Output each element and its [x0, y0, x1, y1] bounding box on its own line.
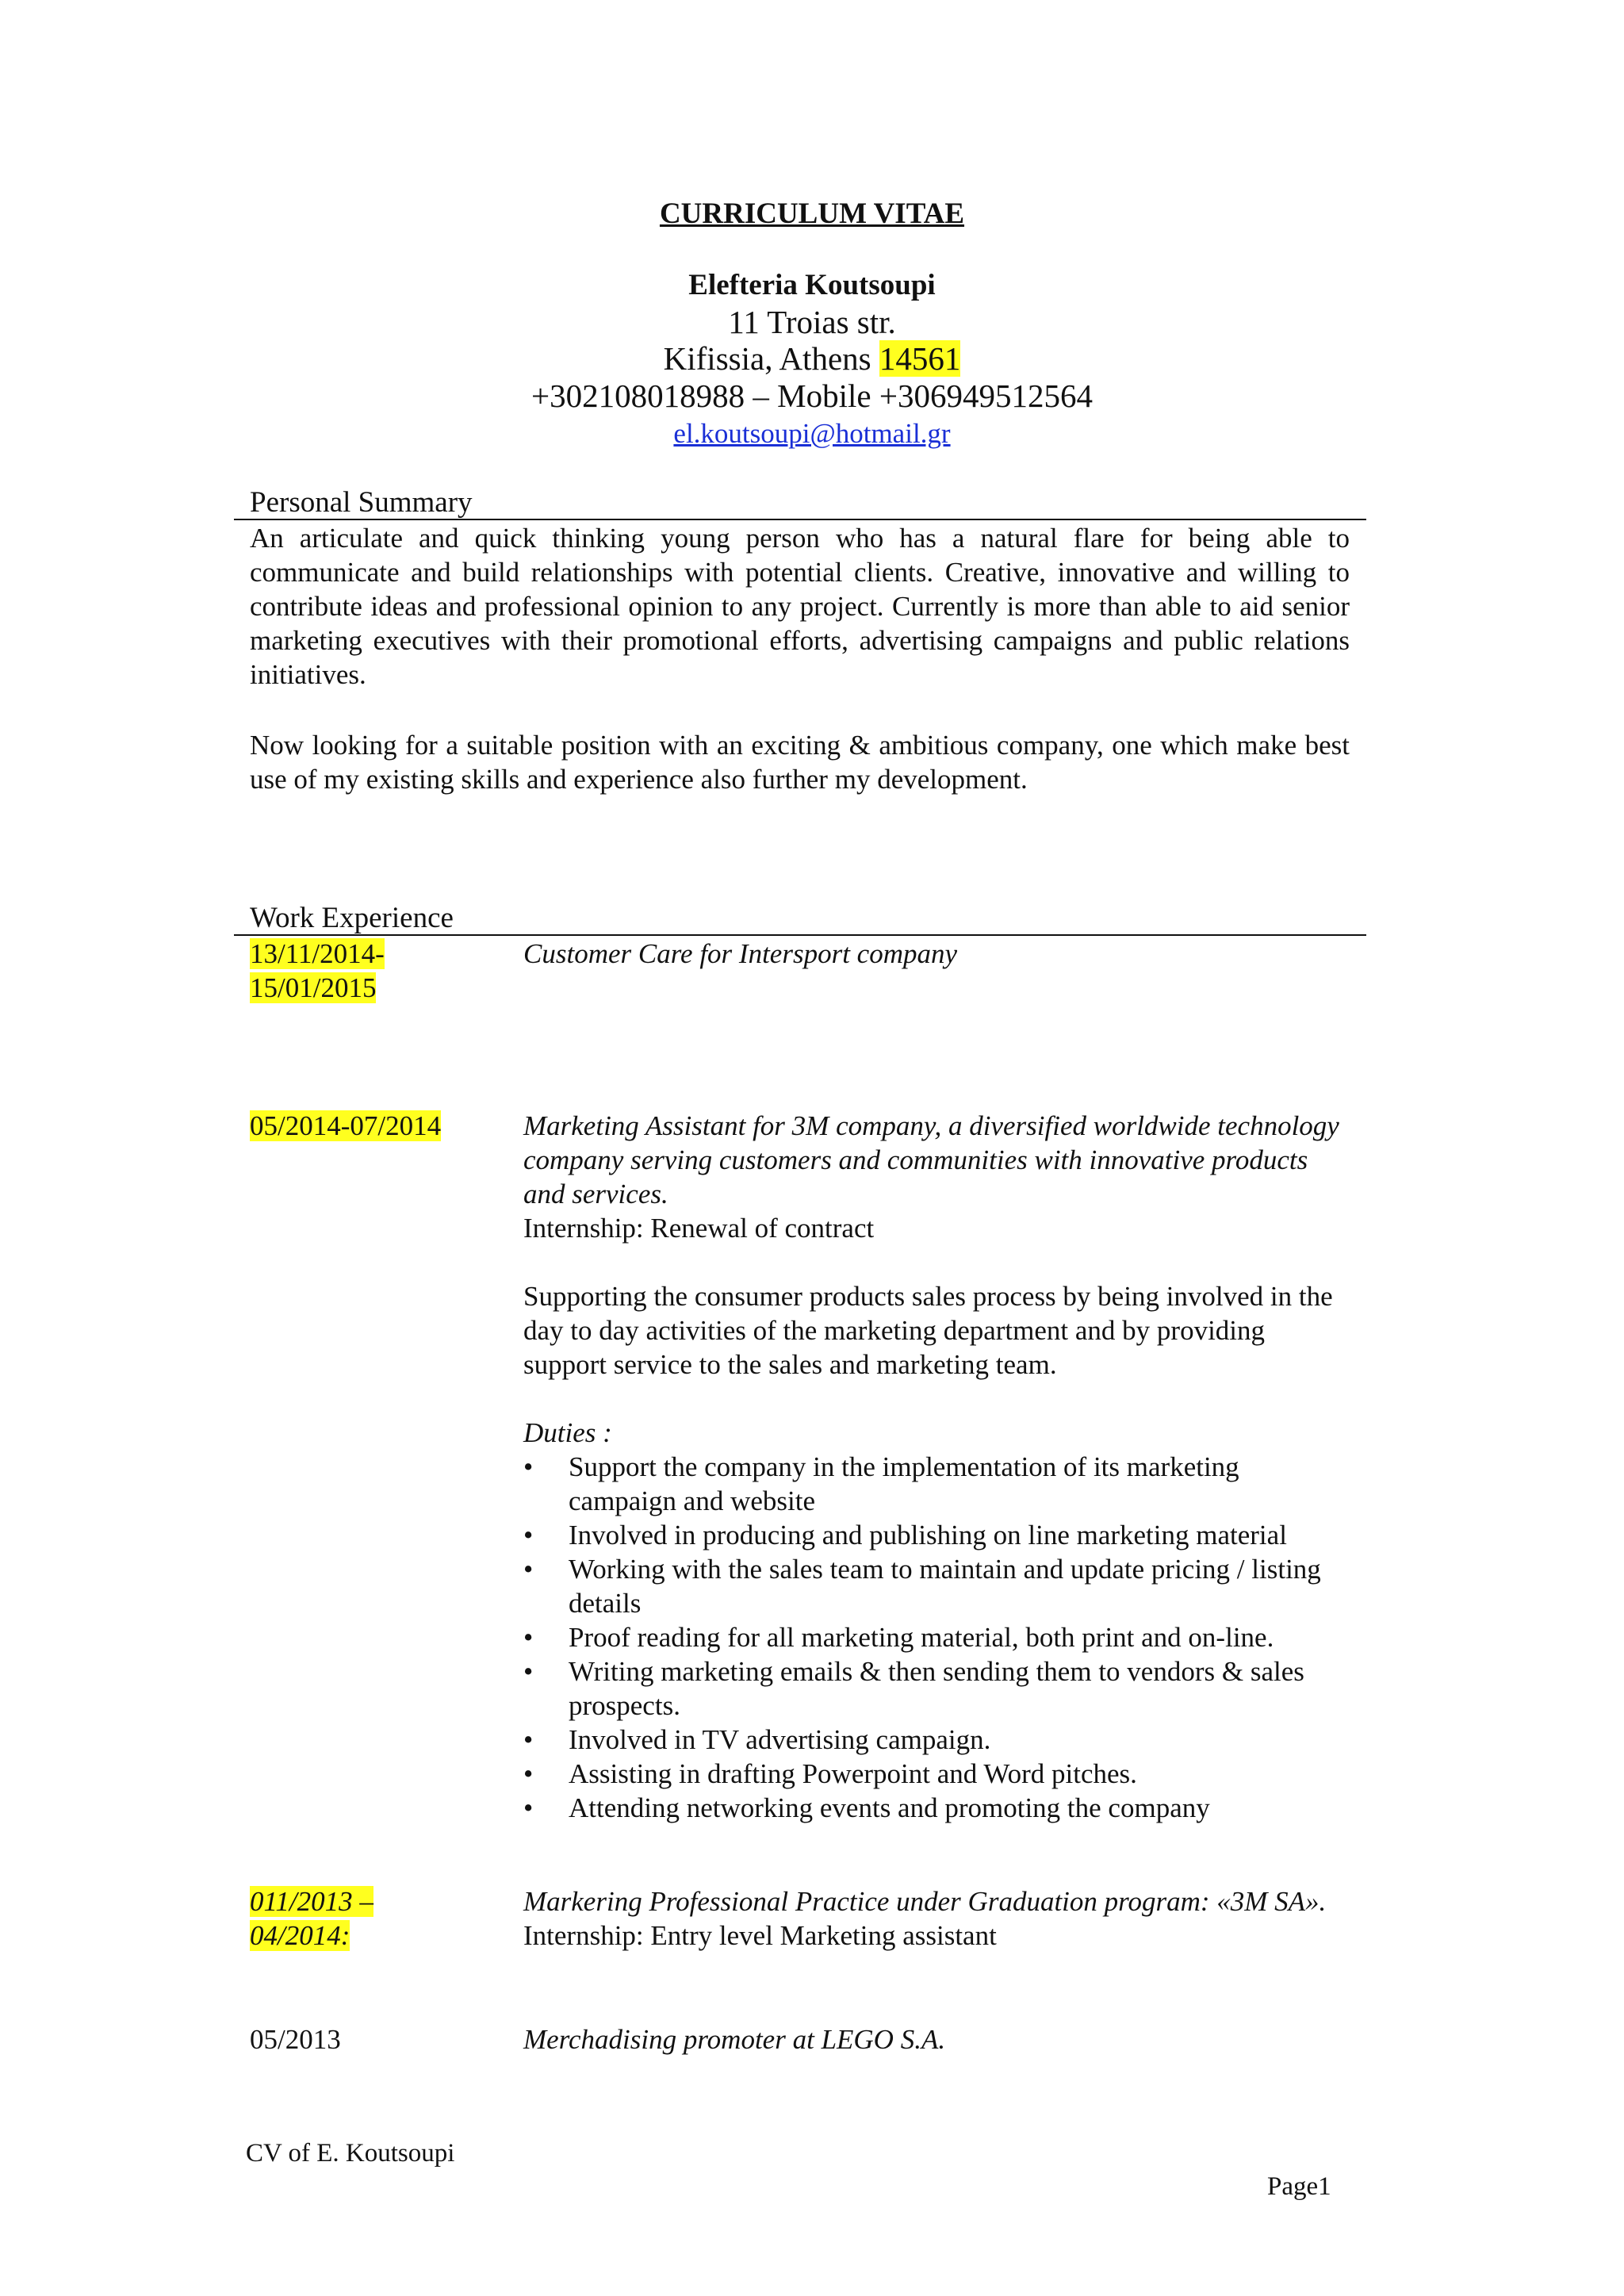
date-line: 011/2013 –	[250, 1886, 373, 1917]
duties-label: Duties :	[523, 1417, 612, 1448]
page-number: Page1	[1267, 2172, 1331, 2201]
address-street: 11 Troias str.	[728, 304, 896, 340]
entry-graduation	[523, 1884, 1348, 1953]
list-item: • Involved in TV advertising campaign.	[523, 1723, 1348, 1757]
footer-author: CV of E. Koutsoupi	[246, 2139, 455, 2168]
entry-title-intersport: Customer Care for Intersport company	[523, 938, 958, 969]
entry-title-graduation: Markering Professional Practice under Graduation program: «3M SA».	[523, 1886, 1327, 1917]
objective-paragraph: Now looking for a suitable position with an exciting & ambitious company, one which make best use of my existing skills and experience also further my development.	[250, 730, 1350, 795]
section-heading-work-experience: Work Experience	[234, 901, 1366, 936]
list-item: • Proof reading for all marketing material, both print and on-line.	[523, 1620, 1348, 1654]
duties-list	[523, 1450, 1348, 1825]
candidate-name: Elefteria Koutsoupi	[688, 269, 936, 301]
entry-subtitle-3m: Internship: Renewal of contract	[523, 1213, 875, 1244]
entry-subtitle-graduation: Internship: Entry level Marketing assistant	[523, 1920, 997, 1951]
entry-date-graduation	[250, 1884, 373, 1953]
list-item: • Attending networking events and promoting the company	[523, 1791, 1348, 1825]
email-link[interactable]: el.koutsoupi@hotmail.gr	[673, 418, 951, 449]
list-item: • Support the company in the implementation of its marketing campaign and website	[523, 1450, 1348, 1518]
address-city	[0, 339, 1624, 378]
list-item: • Writing marketing emails & then sending them to vendors & sales prospects.	[523, 1654, 1348, 1723]
phone-numbers: +302108018988 – Mobile +306949512564	[531, 378, 1093, 414]
entry-date-intersport	[250, 937, 385, 1005]
date-line: 04/2014:	[250, 1920, 350, 1951]
entry-title-3m: Marketing Assistant for 3M company, a diversified worldwide technology company serving customers and communities with innovative products and services.	[523, 1110, 1339, 1209]
summary-paragraph: An articulate and quick thinking young person who has a natural flare for being able to communicate and build relationships with potential clients. Creative, innovative and willing to contribute ideas and professional opinion to any project. Currently is more than able to aid senior marketing executives with their promotional efforts, advertising campaigns and public relations initiatives.	[250, 523, 1350, 690]
address-postcode: 14561	[879, 340, 961, 377]
date-line: 13/11/2014-	[250, 938, 385, 969]
list-item: • Assisting in drafting Powerpoint and Word pitches.	[523, 1757, 1348, 1791]
date-line: 15/01/2015	[250, 972, 377, 1003]
list-item: • Working with the sales team to maintain and update pricing / listing details	[523, 1552, 1348, 1620]
list-item: • Involved in producing and publishing on line marketing material	[523, 1518, 1348, 1552]
entry-date-lego: 05/2013	[250, 2024, 341, 2055]
entry-date-3m	[250, 1109, 441, 1143]
entry-3m	[523, 1109, 1348, 1825]
entry-description-3m: Supporting the consumer products sales process by being involved in the day to day activities of the marketing department and by providing support service to the sales and marketing team.	[523, 1281, 1333, 1380]
section-heading-personal-summary: Personal Summary	[234, 485, 1366, 520]
address-city-text: Kifissia, Athens	[663, 340, 879, 377]
date-line: 05/2014-07/2014	[250, 1110, 442, 1141]
entry-title-lego: Merchadising promoter at LEGO S.A.	[523, 2024, 946, 2055]
document-title: CURRICULUM VITAE	[659, 197, 965, 230]
